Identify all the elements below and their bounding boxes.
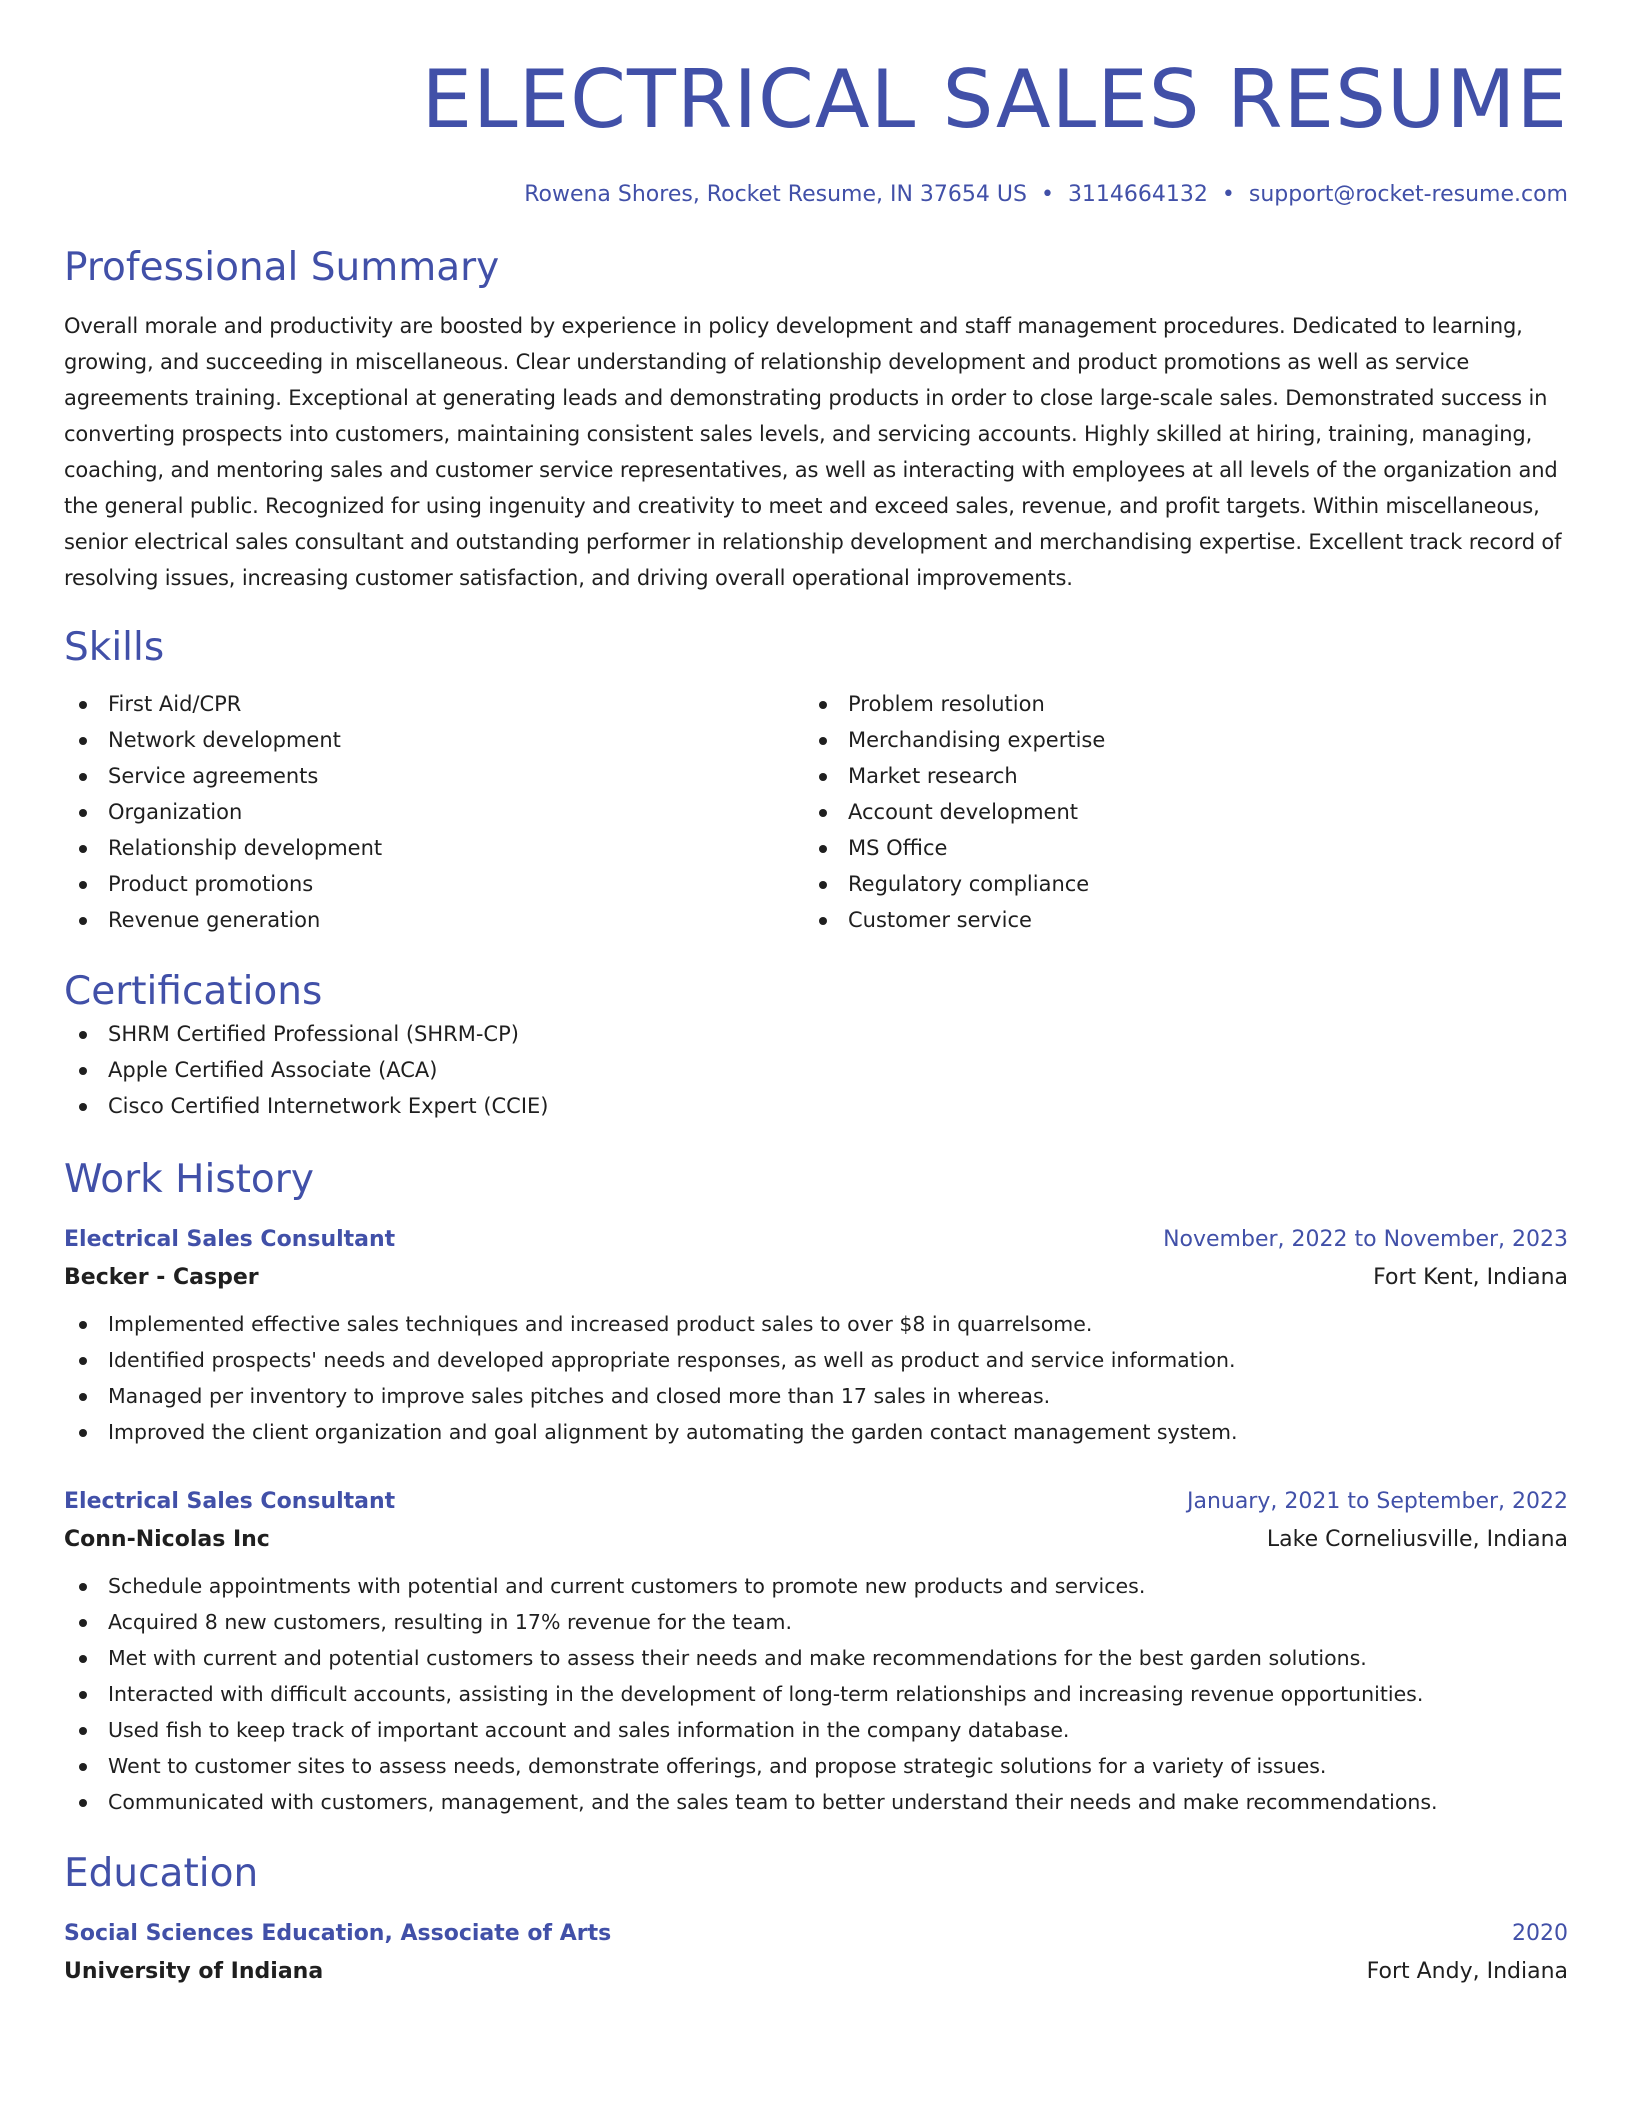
education-year: 2020 [1512, 1921, 1568, 1946]
contact-line [64, 180, 1568, 210]
education-entry [64, 1916, 1568, 1992]
job-title: Electrical Sales Consultant [64, 1489, 396, 1514]
job-employer-row [64, 1258, 1568, 1298]
skill-item: First Aid/CPR [64, 686, 804, 722]
job-title-row [64, 1222, 1568, 1258]
contact-address: Rowena Shores, Rocket Resume, IN 37654 US [524, 182, 1027, 207]
skills-grid [64, 686, 1568, 938]
section-title-skills: Skills [64, 625, 165, 670]
certification-item: Apple Certified Associate (ACA) [64, 1052, 1568, 1088]
job-bullet: Implemented effective sales techniques and increased product sales to over $8 in quarrelsome. [64, 1306, 1568, 1342]
skill-item: Organization [64, 794, 804, 830]
skill-item: Customer service [804, 902, 1544, 938]
contact-email[interactable]: support@rocket-resume.com [1248, 182, 1568, 207]
education-school: University of Indiana [64, 1959, 324, 1984]
job-dates: January, 2021 to September, 2022 [1186, 1489, 1568, 1514]
skill-item: Network development [64, 722, 804, 758]
job-entry [64, 1484, 1568, 1820]
section-title-summary: Professional Summary [64, 245, 500, 290]
skills-list-right [804, 686, 1544, 938]
skills-list-left [64, 686, 804, 938]
job-bullet: Identified prospects' needs and developed appropriate responses, as well as product and service information. [64, 1342, 1568, 1378]
contact-separator: • [1040, 182, 1054, 207]
skill-item: Merchandising expertise [804, 722, 1544, 758]
education-school-row [64, 1952, 1568, 1992]
skills-column-right [804, 686, 1544, 938]
job-location: Lake Corneliusville, Indiana [1266, 1527, 1568, 1552]
contact-phone[interactable]: 3114664132 [1067, 182, 1208, 207]
job-employer: Conn-Nicolas Inc [64, 1527, 270, 1552]
job-bullet: Interacted with difficult accounts, assisting in the development of long-term relationships and increasing revenue opportunities. [64, 1676, 1568, 1712]
skill-item: Market research [804, 758, 1544, 794]
job-bullet: Used fish to keep track of important account and sales information in the company database. [64, 1712, 1568, 1748]
section-title-certifications: Certifications [64, 969, 323, 1014]
skill-item: Relationship development [64, 830, 804, 866]
job-bullet: Went to customer sites to assess needs, demonstrate offerings, and propose strategic solutions for a variety of issues. [64, 1748, 1568, 1784]
education-location: Fort Andy, Indiana [1366, 1959, 1568, 1984]
resume-header [64, 52, 1568, 210]
job-bullet: Communicated with customers, management, and the sales team to better understand their needs and make recommendations. [64, 1784, 1568, 1820]
education-degree-row [64, 1916, 1568, 1952]
job-location: Fort Kent, Indiana [1373, 1265, 1568, 1290]
skill-item: Service agreements [64, 758, 804, 794]
summary-text: Overall morale and productivity are boosted by experience in policy development and staff management procedures. Dedicated to learning, growing, and succeeding in miscellaneous. Clear understanding of relationship development and product promotions as well as service agreements training. Exceptional at generating leads and demonstrating products in order to close large-scale sales. Demonstrated success in converting prospects into customers, maintaining consistent sales levels, and servicing accounts. Highly skilled at hiring, training, managing, coaching, and mentoring sales and customer service representatives, as well as interacting with employees at all levels of the organization and the general public. Recognized for using ingenuity and creativity to meet and exceed sales, revenue, and profit targets. Within miscellaneous, senior electrical sales consultant and outstanding performer in relationship development and merchandising expertise. Excellent track record of resolving issues, increasing customer satisfaction, and driving overall operational improvements. [64, 314, 1562, 590]
section-title-education: Education [64, 1851, 259, 1896]
certification-item: Cisco Certified Internetwork Expert (CCIE) [64, 1088, 1568, 1124]
education-degree: Social Sciences Education, Associate of Arts [64, 1921, 612, 1946]
job-bullets [64, 1568, 1568, 1820]
skill-item: Problem resolution [804, 686, 1544, 722]
job-entry [64, 1222, 1568, 1450]
skill-item: Account development [804, 794, 1544, 830]
section-title-work-history: Work History [64, 1157, 314, 1202]
contact-separator: • [1221, 182, 1235, 207]
job-employer: Becker - Casper [64, 1265, 259, 1290]
job-bullets [64, 1306, 1568, 1450]
job-bullet: Managed per inventory to improve sales pitches and closed more than 17 sales in whereas. [64, 1378, 1568, 1414]
skill-item: MS Office [804, 830, 1544, 866]
skill-item: Product promotions [64, 866, 804, 902]
job-dates: November, 2022 to November, 2023 [1163, 1227, 1568, 1252]
skill-item: Revenue generation [64, 902, 804, 938]
skill-item: Regulatory compliance [804, 866, 1544, 902]
job-title-row [64, 1484, 1568, 1520]
certifications-list [64, 1016, 1568, 1124]
skills-column-left [64, 686, 804, 938]
job-title: Electrical Sales Consultant [64, 1227, 396, 1252]
certification-item: SHRM Certified Professional (SHRM-CP) [64, 1016, 1568, 1052]
resume-title: ELECTRICAL SALES RESUME [421, 53, 1568, 146]
job-bullet: Met with current and potential customers to assess their needs and make recommendations for the best garden solutions. [64, 1640, 1568, 1676]
job-bullet: Acquired 8 new customers, resulting in 17% revenue for the team. [64, 1604, 1568, 1640]
job-bullet: Schedule appointments with potential and current customers to promote new products and services. [64, 1568, 1568, 1604]
job-employer-row [64, 1520, 1568, 1560]
job-bullet: Improved the client organization and goal alignment by automating the garden contact management system. [64, 1414, 1568, 1450]
